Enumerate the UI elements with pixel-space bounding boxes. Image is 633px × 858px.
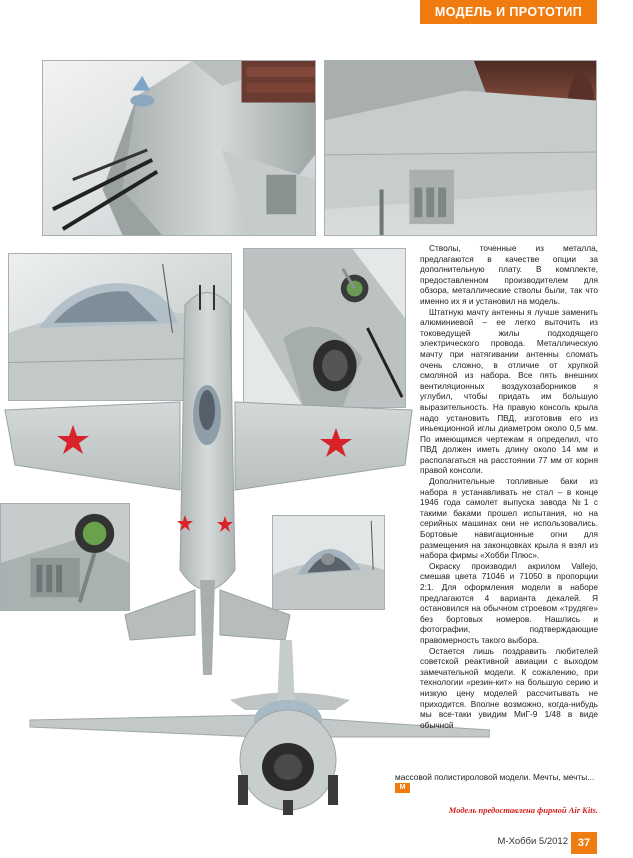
end-of-article-mark: M [395,783,410,793]
page-number [571,832,597,854]
paragraph: Дополнительные топливные баки из набора я устанавливать не стал – в конце 1946 года самолет выпуска завода №1 с такими баками прошел испытания, но на серийных машинах они не использовались. Бортовые навигационные огни для размещения на законцовках крыла я взял из набора фирмы «Хобби Плюс». [420,476,598,561]
paragraph: Штатную мачту антенны я лучше заменить алюминиевой – ее легко выточить из токоведущей жилы подходящего электрического провода. Металлическую мачту при натягивании антенны сломать очень сложно, в отличие от хрупкой смоляной из набора. Все пять внешних вентиляционных воздухозаборников я углубил, чтобы придать им большую выразительность. На правую консоль крыла надо установить ПВД, изготовив его из иньекционной иглы диаметром около 0,5 мм. По имеющимся чертежам я определил, что ПВД должен иметь длину около 14 мм и располагаться на расстоянии 77 мм от корня правой консоли. [420,306,598,476]
paragraph: Остается лишь поздравить любителей советской реактивной авиации с выходом замечательной модели. К сожалению, при технологии «резин-кит» на большую серию и низкую цену моделей рассчитывать не приходится. Вполне возможно, когда-нибудь мы все-таки увидим МиГ-9 1/48 в виде обычной [420,645,598,730]
ending-sentence: массовой полистироловой модели. Мечты, мечты... [395,772,595,782]
magazine-issue: М-Хобби 5/2012 [497,836,568,847]
model-credit: Модель предоставлена фирмой Air Kits. [448,805,598,815]
article-text [420,243,598,730]
photo-exhaust-underside [324,60,597,236]
section-tab [420,0,597,24]
main-plane-top-view [0,280,420,675]
article-ending [395,772,600,793]
section-label: МОДЕЛЬ И ПРОТОТИП [434,5,583,19]
paragraph: Окраску производил акрилом Vallejo, смешав цвета 71046 и 71050 в пропорции 2:1. Для оформления модели в наборе предлагаются 4 варианта декалей. Я остановился на обычном строевом «трудяге» без бортовых номеров. Нашлись и фотографии, подтверждающие правомерность такого выбора. [420,560,598,645]
paragraph: Стволы, точенные из металла, предлагаются в качестве опции за дополнительную плату. В комплекте, предоставленном производителем для обзора, металлические стволы были, так что именно их я и установил на модель. [420,243,598,306]
photo-nose-guns [42,60,316,236]
page-number-label: 37 [577,837,591,849]
